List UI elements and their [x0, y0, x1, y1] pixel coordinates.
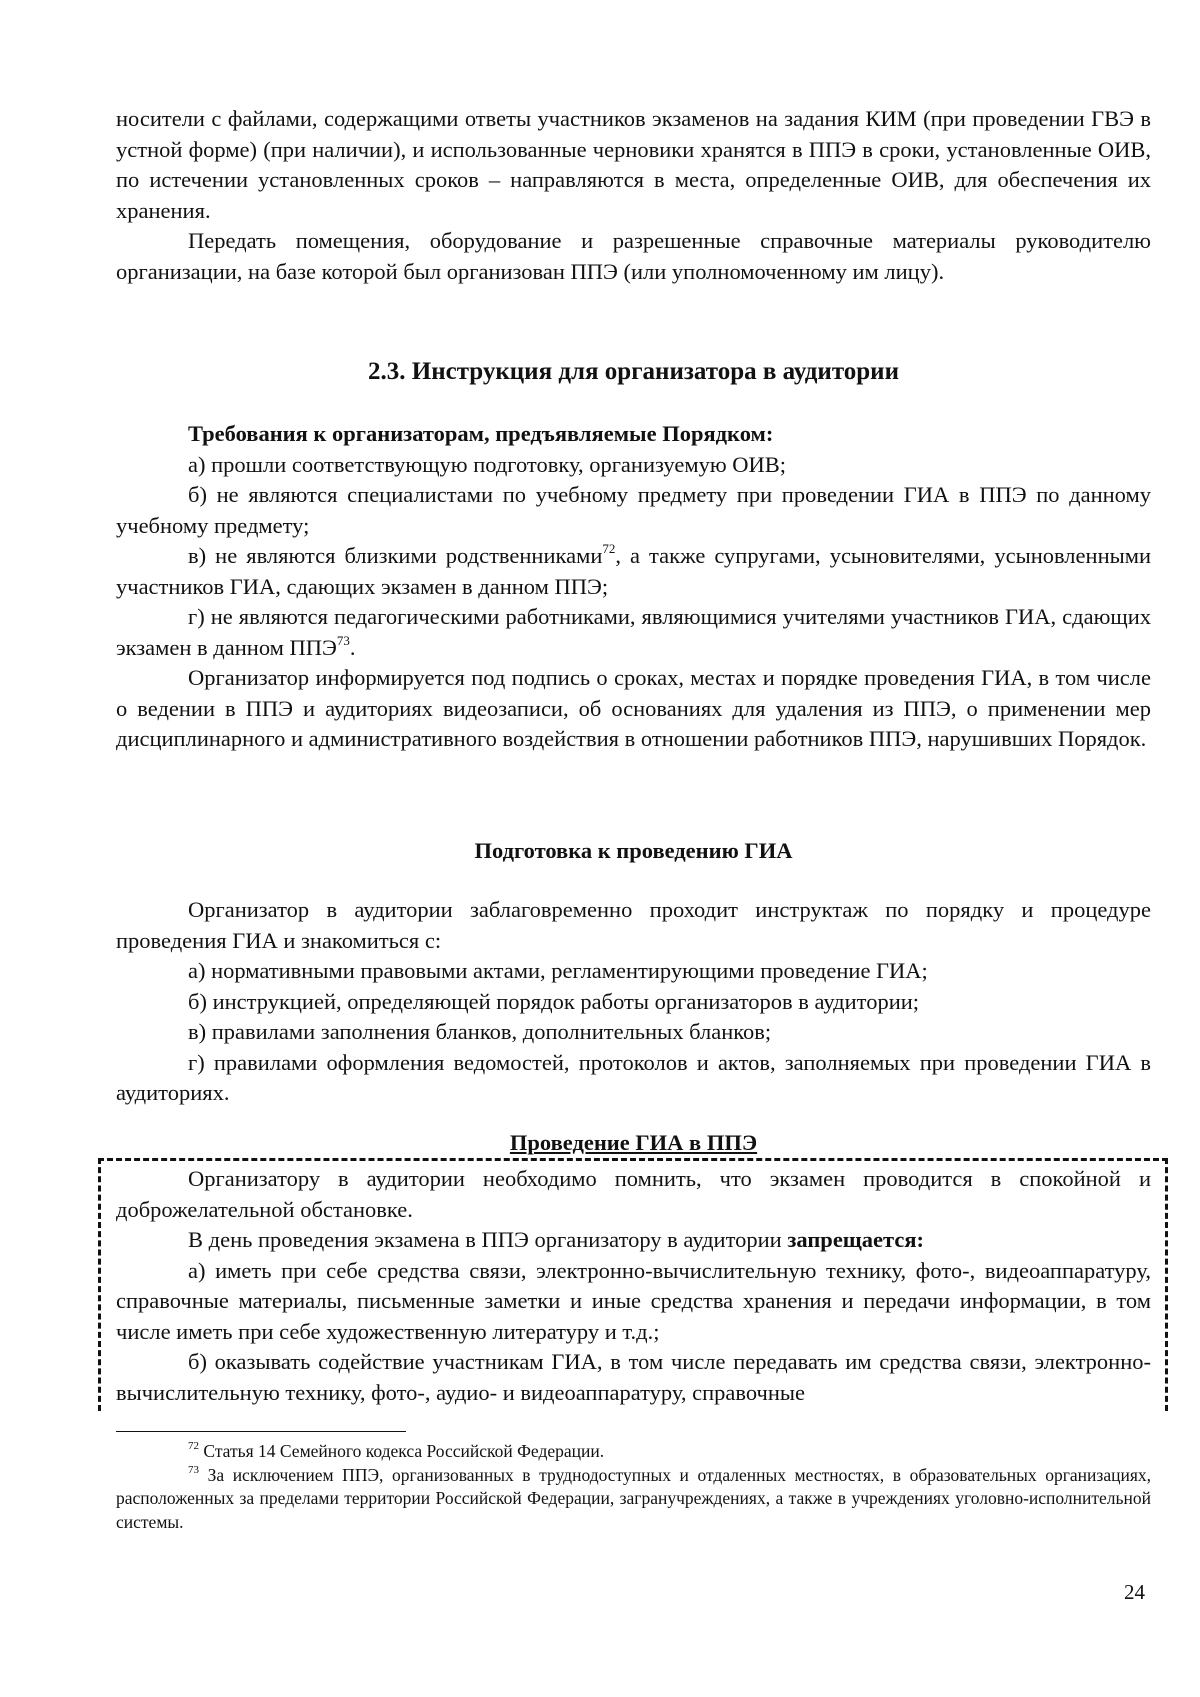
page-number: 24: [1124, 1580, 1145, 1604]
conduct-block: [116, 1164, 1151, 1408]
conduct-paragraph-2: В день проведения экзамена в ППЭ организатору в аудитории запрещается:: [188, 1227, 925, 1252]
prep-heading: Подготовка к проведению ГИА: [474, 838, 793, 863]
requirements-heading: Требования к организаторам, предъявляемые Порядком:: [188, 421, 774, 446]
top-continuation: [116, 104, 1151, 287]
prep-item-c: в) правилами заполнения бланков, дополнительных бланков;: [188, 1019, 772, 1044]
footnote-ref-72: 72: [602, 541, 616, 556]
footnote-72: $^{72}$ Статья 14 Семейного кодекса Российской Федерации.: [188, 1440, 605, 1461]
prep-item-b: б) инструкцией, определяющей порядок работы организаторов в аудитории;: [188, 988, 920, 1014]
requirement-a: а) прошли соответствующую подготовку, организуемую ОИВ;: [188, 451, 787, 477]
paragraph-informed: Организатор информируется под подпись о сроках, местах и порядке проведения ГИА, в том числе о ведении в ППЭ и аудиториях видеозаписи, об основаниях для удаления из ППЭ, о применении мер дисциплинарного и административного воздействия в отношении работников ППЭ, нарушивших Порядок.: [116, 665, 1151, 751]
paragraph-transfer: Передать помещения, оборудование и разрешенные справочные материалы руководителю организации, на базе которой был организован ППЭ (или уполномоченному им лицу).: [116, 228, 1151, 284]
prep-item-d: г) правилами оформления ведомостей, протоколов и актов, заполняемых при проведении ГИА в аудиториях.: [116, 1049, 1151, 1105]
requirement-b: б) не являются специалистами по учебному предмету при проведении ГИА в ППЭ по данному учебному предмету;: [116, 482, 1151, 538]
prep-block: [116, 895, 1151, 1109]
requirements-block: [116, 419, 1151, 755]
footnote-separator: [116, 1431, 406, 1432]
conduct-heading-block: [116, 1128, 1151, 1159]
prep-heading-block: [116, 836, 1151, 867]
prep-item-a: а) нормативными правовыми актами, регламентирующими проведение ГИА;: [188, 958, 928, 983]
footnote-73: $^{73}$ За исключением ППЭ, организованных в труднодоступных и отдаленных местностях, в образовательных организациях, расположенных за пределами территории Российской Федерации, загранучреждениях, а также в учреждениях уголовно-исполнительной системы.: [116, 1463, 1151, 1532]
prep-intro: Организатор в аудитории заблаговременно проходит инструктаж по порядку и процедуре проведения ГИА и знакомиться с:: [116, 897, 1151, 953]
prohibited-label: запрещается:: [787, 1227, 925, 1252]
conduct-item-a: а) иметь при себе средства связи, электронно-вычислительную технику, фото-, видеоаппаратуру, справочные материалы, письменные заметки и иные средства хранения и передачи информации, в том числе иметь при себе художественную литературу и т.д.;: [116, 1257, 1151, 1344]
conduct-heading: Проведение ГИА в ППЭ: [509, 1130, 758, 1155]
conduct-item-b: б) оказывать содействие участникам ГИА, в том числе передавать им средства связи, электронно-вычислительную технику, фото-, аудио- и видеоаппаратуру, справочные: [116, 1349, 1151, 1405]
requirement-c: в) не являются близкими родственниками$^{72}$, а также супругами, усыновителями, усыновленными участников ГИА, сдающих экзамен в данном ППЭ;: [116, 541, 1152, 599]
section-title: 2.3. Инструкция для организатора в аудитории: [368, 358, 899, 385]
requirement-d: г) не являются педагогическими работниками, являющимися учителями участников ГИА, сдающих экзамен в данном ППЭ$^{73}$.: [116, 604, 1151, 660]
footnote-ref-73: 73: [336, 632, 350, 648]
section-2-3: [116, 357, 1151, 388]
footnotes: [116, 1440, 1151, 1534]
conduct-paragraph-1: Организатору в аудитории необходимо помнить, что экзамен проводится в спокойной и доброжелательной обстановке.: [116, 1166, 1151, 1222]
paragraph-storage: носители с файлами, содержащими ответы участников экзаменов на задания КИМ (при проведении ГВЭ в устной форме) (при наличии), и использованные черновики хранятся в ППЭ в сроки, установленные ОИВ, по истечении установленных сроков – направляются в места, определенные ОИВ, для обеспечения их хранения.: [116, 106, 1151, 223]
